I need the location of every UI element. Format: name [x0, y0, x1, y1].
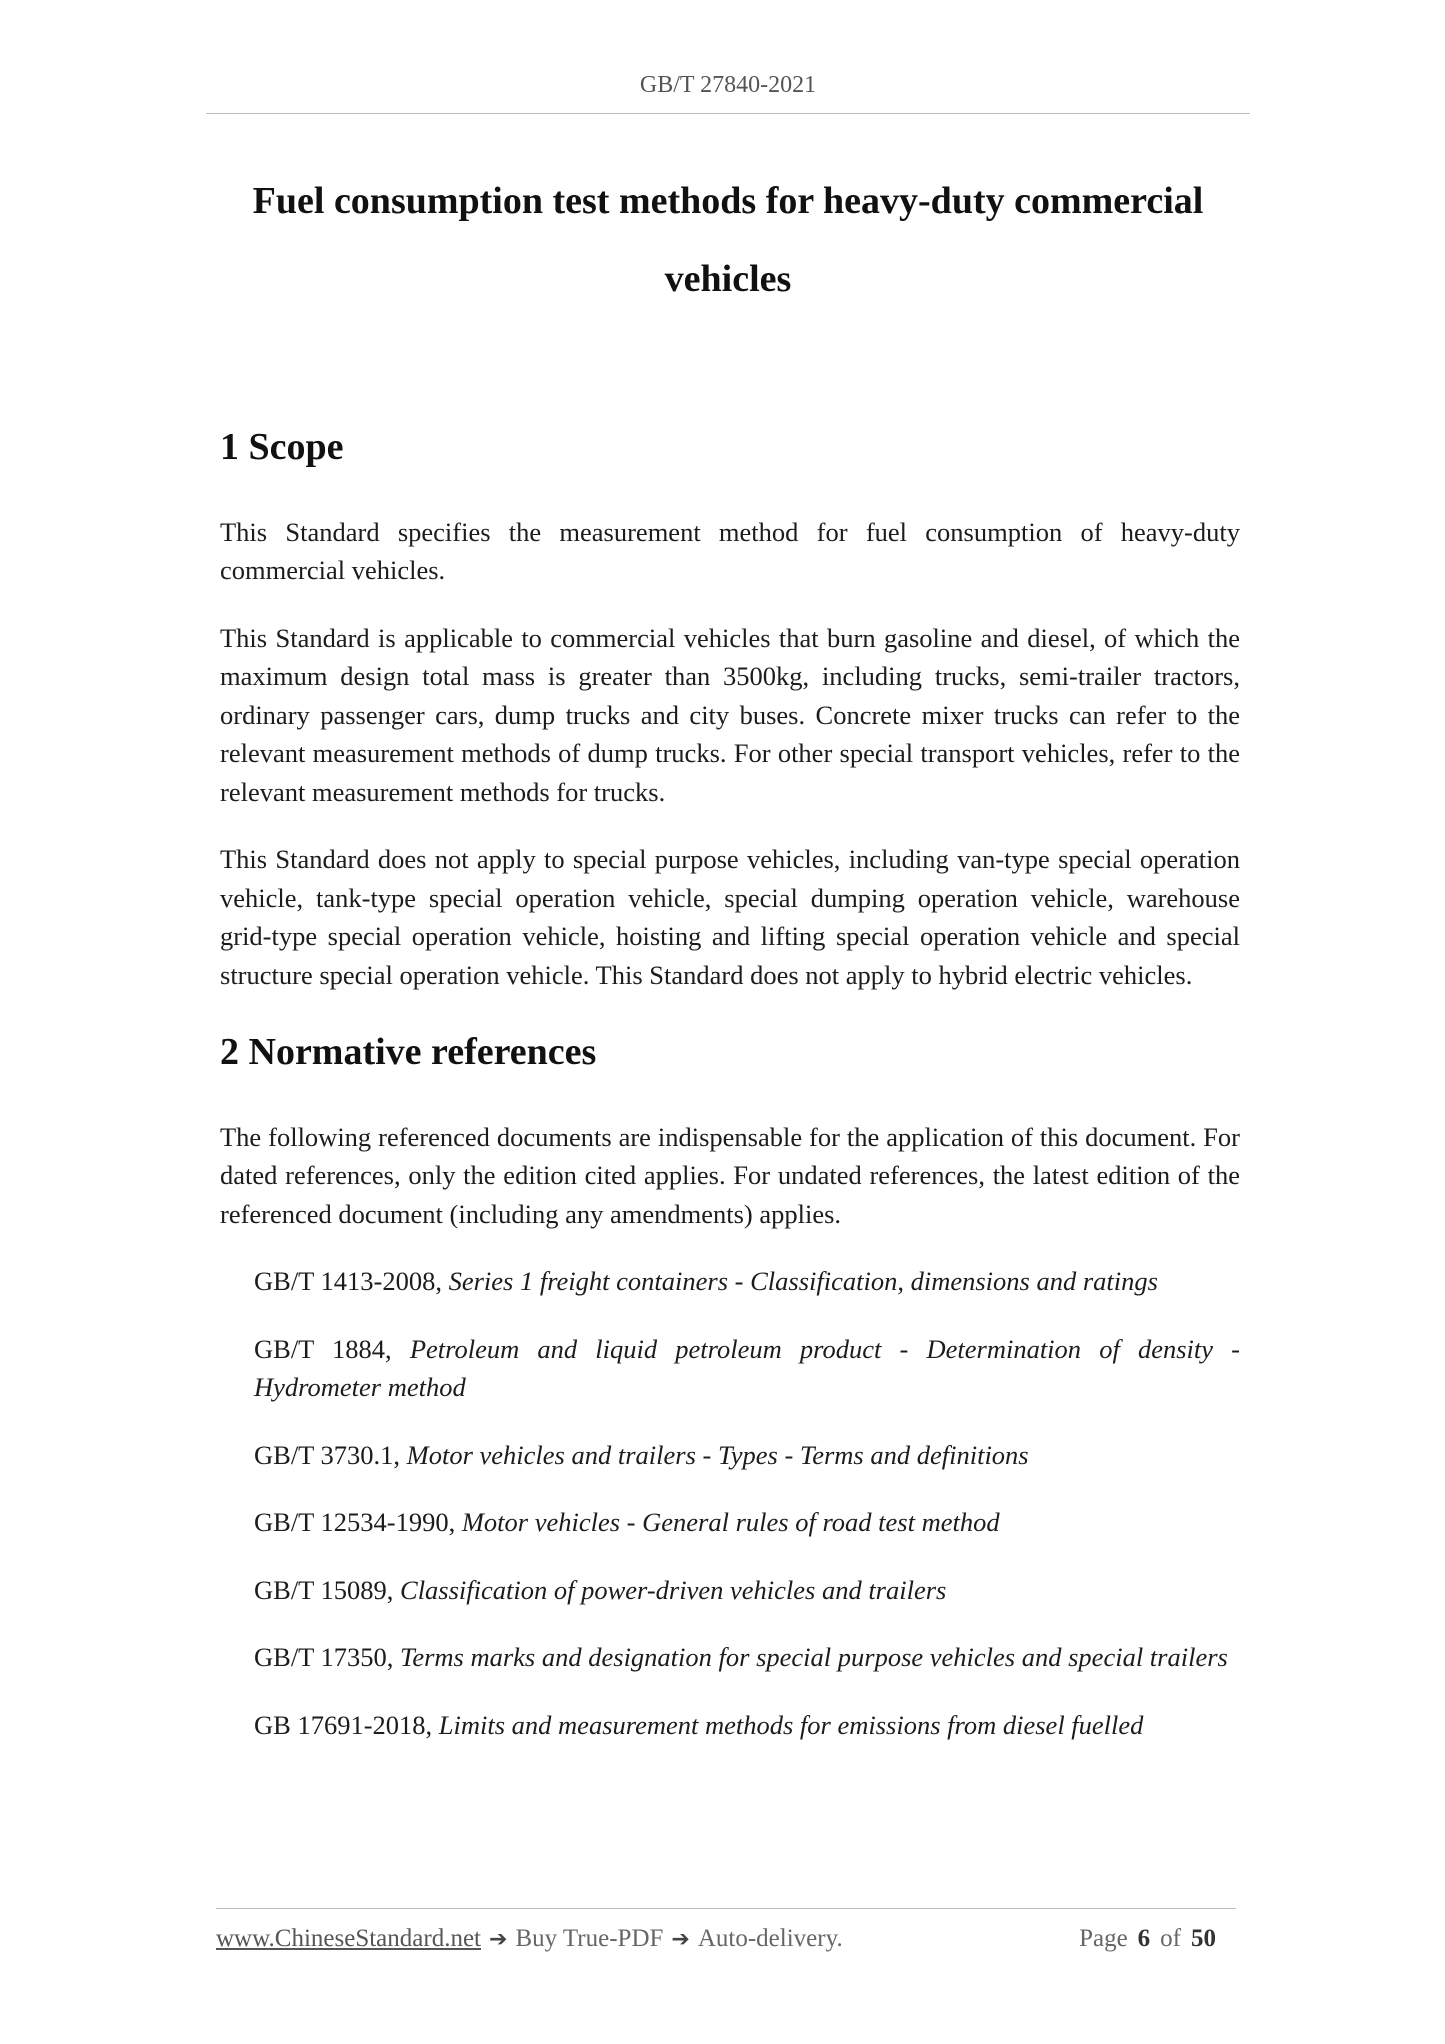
reference-item — [254, 1503, 1240, 1542]
reference-code: GB/T 15089, — [254, 1574, 401, 1605]
page-header — [206, 72, 1250, 114]
footer-promo — [216, 1925, 843, 1953]
page-number — [1079, 1925, 1236, 1953]
reference-item — [254, 1330, 1240, 1407]
reference-code: GB/T 1413-2008, — [254, 1266, 449, 1297]
reference-item — [254, 1706, 1240, 1745]
reference-list — [220, 1262, 1240, 1744]
reference-code: GB/T 17350, — [254, 1642, 401, 1673]
reference-code: GB/T 3730.1, — [254, 1439, 407, 1470]
title-line-2: vehicles — [664, 258, 792, 300]
site-link[interactable]: www.ChineseStandard.net — [216, 1925, 481, 1952]
section-normative-references — [220, 1030, 1240, 1744]
reference-title: Motor vehicles - General rules of road test method — [461, 1507, 1000, 1538]
reference-code: GB/T 12534-1990, — [254, 1507, 462, 1538]
scope-paragraph: This Standard does not apply to special purpose vehicles, including van-type special operation vehicle, tank-type special operation vehicle, special dumping operation vehicle, warehouse grid-type special operation vehicle, hoisting and lifting special operation vehicle and special structure special operation vehicle. This Standard does not apply to hybrid electric vehicles. — [220, 844, 1240, 990]
scope-paragraph: This Standard is applicable to commercial vehicles that burn gasoline and diesel, of which the maximum design total mass is greater than 3500kg, including trucks, semi-trailer tractors, ordinary passenger cars, dump trucks and city buses. Concrete mixer trucks can refer to the relevant measurement methods of dump trucks. For other special transport vehicles, refer to the relevant measurement methods for trucks. — [220, 622, 1240, 807]
reference-code: GB 17691-2018, — [254, 1709, 439, 1740]
scope-paragraph: This Standard specifies the measurement method for fuel consumption of heavy-duty commercial vehicles. — [220, 516, 1240, 586]
reference-title: Motor vehicles and trailers - Types - Terms and definitions — [406, 1439, 1029, 1470]
page-of-label: of — [1160, 1925, 1181, 1952]
reference-code: GB/T 1884, — [254, 1333, 410, 1364]
page-footer — [216, 1908, 1236, 1953]
reference-item — [254, 1436, 1240, 1475]
reference-title: Terms marks and designation for special purpose vehicles and special trailers — [400, 1642, 1228, 1673]
reference-item — [254, 1262, 1240, 1301]
document-body — [220, 425, 1240, 1773]
reference-title: Series 1 freight containers - Classification, dimensions and ratings — [448, 1266, 1158, 1297]
delivery-text: Auto-delivery. — [697, 1925, 843, 1952]
section-scope — [220, 425, 1240, 994]
document-title — [206, 162, 1250, 318]
arrow-right-icon: ➔ — [671, 1927, 690, 1952]
page-total: 50 — [1191, 1925, 1216, 1952]
reference-title: Classification of power-driven vehicles and trailers — [400, 1574, 947, 1605]
page-label: Page — [1079, 1925, 1128, 1952]
arrow-right-icon: ➔ — [489, 1927, 508, 1952]
section-heading-normative-references: 2 Normative references — [220, 1031, 597, 1074]
standard-code: GB/T 27840-2021 — [639, 72, 817, 98]
reference-title: Limits and measurement methods for emissions from diesel fuelled — [438, 1709, 1144, 1740]
page-current: 6 — [1137, 1925, 1151, 1952]
title-line-1: Fuel consumption test methods for heavy-duty commercial — [252, 180, 1204, 222]
section-heading-scope: 1 Scope — [220, 426, 344, 468]
reference-title: Petroleum and liquid petroleum product - Determination of density - Hydrometer method — [254, 1333, 1241, 1403]
reference-item — [254, 1571, 1240, 1610]
reference-item — [254, 1638, 1240, 1677]
references-intro-paragraph: The following referenced documents are indispensable for the application of this document. For dated references, only the edition cited applies. For undated references, the latest edition of the referenced document (including any amendments) applies. — [220, 1121, 1240, 1229]
buy-text: Buy True-PDF — [515, 1925, 664, 1952]
